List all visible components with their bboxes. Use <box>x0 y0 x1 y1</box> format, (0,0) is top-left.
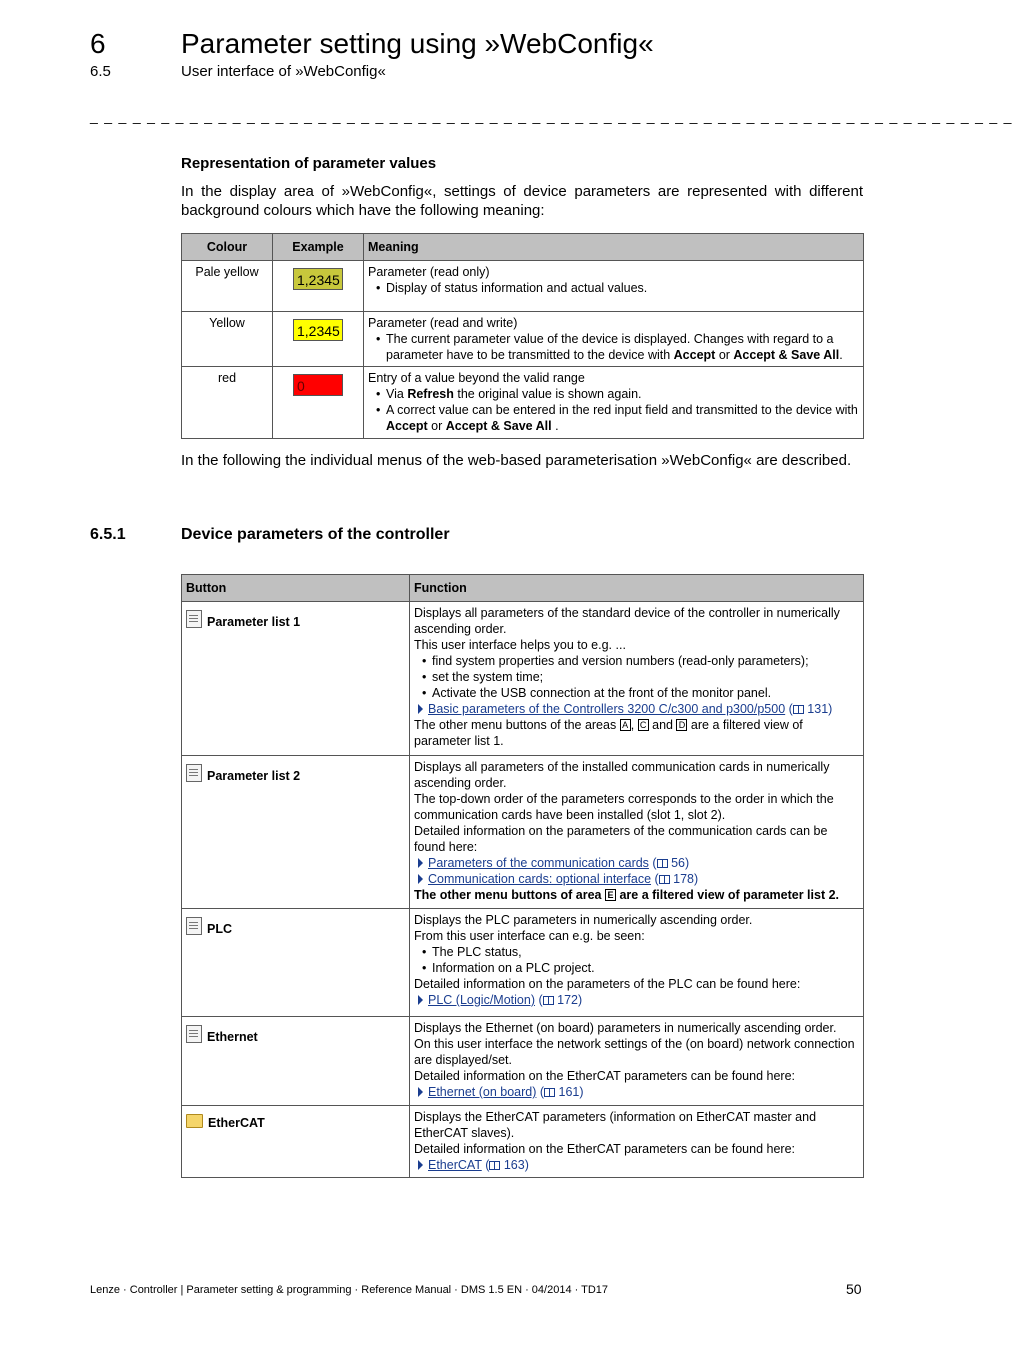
cross-reference[interactable]: Ethernet (on board) ( 161) <box>414 1084 859 1100</box>
section-title: User interface of »WebConfig« <box>181 63 386 80</box>
page-reference[interactable]: 56 <box>671 856 685 870</box>
buttons-table <box>181 574 864 1178</box>
meaning-bullet: • Display of status information and actual values. <box>386 280 859 296</box>
arrow-right-icon <box>418 1087 423 1097</box>
document-icon[interactable] <box>186 1025 202 1043</box>
function-text: Displays the Ethernet (on board) parameters in numerically ascending order. <box>414 1021 837 1035</box>
representation-outro: In the following the individual menus of the web-based parameterisation »WebConfig« are described. <box>181 452 852 469</box>
representation-intro: In the display area of »WebConfig«, settings of device parameters are represented with different background colours which have the following meaning: <box>181 183 863 219</box>
table-row <box>182 261 864 312</box>
page-number: 50 <box>846 1281 862 1297</box>
book-icon <box>659 875 670 884</box>
area-d-icon: D <box>676 719 687 731</box>
function-text: Detailed information on the EtherCAT parameters can be found here: <box>414 1069 796 1083</box>
table-row <box>182 1017 864 1106</box>
example-header: Example <box>273 234 364 261</box>
list-item: • find system properties and version numbers (read-only parameters); <box>432 653 859 669</box>
button-cell[interactable] <box>182 602 410 756</box>
function-cell <box>410 1106 864 1178</box>
representation-heading: Representation of parameter values <box>181 155 437 172</box>
function-text: Displays all parameters of the installed communication cards in numerically ascending order. <box>414 760 830 790</box>
meaning-header: Meaning <box>364 234 864 261</box>
colour-header: Colour <box>182 234 273 261</box>
colour-name: red <box>182 367 273 439</box>
table-row <box>182 312 864 367</box>
function-text: This user interface helps you to e.g. ... <box>414 638 626 652</box>
cross-reference[interactable]: Basic parameters of the Controllers 3200 C/c300 and p300/p500 ( 131) <box>414 701 859 717</box>
book-icon <box>657 859 668 868</box>
meaning-cell <box>364 312 864 367</box>
ethernet-button[interactable]: Ethernet <box>207 1030 258 1044</box>
arrow-right-icon <box>418 995 423 1005</box>
function-text: Detailed information on the parameters of the communication cards can be found here: <box>414 824 828 854</box>
area-a-icon: A <box>620 719 631 731</box>
arrow-right-icon <box>418 1160 423 1170</box>
meaning-title: Parameter (read only) <box>368 265 490 279</box>
document-icon[interactable] <box>186 764 202 782</box>
folder-icon[interactable] <box>186 1114 203 1128</box>
basic-parameters-link[interactable]: Basic parameters of the Controllers 3200 C/c300 and p300/p500 <box>428 702 786 716</box>
document-icon[interactable] <box>186 917 202 935</box>
book-icon <box>489 1161 500 1170</box>
list-item: • Information on a PLC project. <box>432 960 859 976</box>
colour-name: Pale yellow <box>182 261 273 312</box>
subsection-title: Device parameters of the controller <box>181 526 450 543</box>
function-text: Displays the PLC parameters in numerically ascending order. <box>414 913 753 927</box>
cross-reference[interactable]: Communication cards: optional interface ( 178) <box>414 871 859 887</box>
function-text: From this user interface can e.g. be seen: <box>414 929 645 943</box>
function-cell <box>410 756 864 909</box>
footer-text: Lenze · Controller | Parameter setting & programming · Reference Manual · DMS 1.5 EN · 04/2014 · TD17 <box>90 1284 609 1296</box>
section-number: 6.5 <box>90 63 111 80</box>
meaning-bullet: • Via Refresh the original value is shown again. <box>386 386 859 402</box>
buttons-table-header <box>182 575 864 602</box>
meaning-bullet: • The current parameter value of the device is displayed. Changes with regard to a parameter have to be transmitted to the device with Accept or Accept & Save All. <box>386 331 859 363</box>
table-row <box>182 909 864 1017</box>
book-icon <box>543 996 554 1005</box>
button-header: Button <box>182 575 410 602</box>
plc-button[interactable]: PLC <box>207 922 232 936</box>
area-e-icon: E <box>605 889 616 901</box>
meaning-cell <box>364 261 864 312</box>
table-row <box>182 602 864 756</box>
function-text: Detailed information on the parameters of the PLC can be found here: <box>414 977 801 991</box>
page-reference[interactable]: 161 <box>558 1085 580 1099</box>
plc-link[interactable]: PLC (Logic/Motion) <box>428 993 535 1007</box>
chapter-title: Parameter setting using »WebConfig« <box>181 28 654 59</box>
example-swatch-pale-yellow: 1,2345 <box>293 268 343 290</box>
colour-table-header <box>182 234 864 261</box>
cross-reference[interactable]: EtherCAT ( 163) <box>414 1157 859 1173</box>
meaning-bullet: • A correct value can be entered in the red input field and transmitted to the device with Accept or Accept & Save All . <box>386 402 859 434</box>
function-header: Function <box>410 575 864 602</box>
ethercat-link[interactable]: EtherCAT <box>428 1158 482 1172</box>
book-icon <box>793 705 804 714</box>
function-text: On this user interface the network settings of the (on board) network connection are displayed/set. <box>414 1037 855 1067</box>
ethercat-button[interactable]: EtherCAT <box>208 1116 265 1130</box>
function-text: The top-down order of the parameters corresponds to the order in which the communication cards have been installed (slot 1, slot 2). <box>414 792 834 822</box>
arrow-right-icon <box>418 858 423 868</box>
ethernet-link[interactable]: Ethernet (on board) <box>428 1085 537 1099</box>
arrow-right-icon <box>418 874 423 884</box>
function-text: Detailed information on the EtherCAT parameters can be found here: <box>414 1142 796 1156</box>
table-row <box>182 756 864 909</box>
meaning-cell <box>364 367 864 439</box>
header-separator: _ _ _ _ _ _ _ _ _ _ _ _ _ _ _ _ _ _ _ _ _ _ _ _ _ _ _ _ _ _ _ _ _ _ _ _ _ _ _ _ _ _ _ _ _ _ _ _ _ _ _ _ _ _ _ _ _ _ _ _ _ _ _ _ _ <box>90 108 1013 124</box>
function-text: The other menu buttons of area E are a filtered view of parameter list 2. <box>414 888 840 902</box>
optional-interface-link[interactable]: Communication cards: optional interface <box>428 872 652 886</box>
function-text: Displays the EtherCAT parameters (information on EtherCAT master and EtherCAT slaves). <box>414 1110 817 1140</box>
button-cell[interactable] <box>182 1106 410 1178</box>
parameter-list-1-button[interactable]: Parameter list 1 <box>207 615 301 629</box>
arrow-right-icon <box>418 704 423 714</box>
list-item: • set the system time; <box>432 669 859 685</box>
page-reference[interactable]: 163 <box>503 1158 525 1172</box>
colour-name: Yellow <box>182 312 273 367</box>
table-row <box>182 1106 864 1178</box>
chapter-number: 6 <box>90 28 106 59</box>
cross-reference[interactable]: Parameters of the communication cards ( 56) <box>414 855 859 871</box>
list-item: • Activate the USB connection at the front of the monitor panel. <box>432 685 859 701</box>
example-swatch-yellow: 1,2345 <box>293 319 343 341</box>
table-row <box>182 367 864 439</box>
page-reference[interactable]: 178 <box>673 872 695 886</box>
function-cell <box>410 909 864 1017</box>
function-cell <box>410 602 864 756</box>
function-text: Displays all parameters of the standard device of the controller in numerically ascending order. <box>414 606 840 636</box>
subsection-number: 6.5.1 <box>90 526 126 543</box>
page-reference[interactable]: 131 <box>807 702 829 716</box>
function-text: The other menu buttons of the areas A , C and D are a filtered view of parameter list 1. <box>414 718 803 748</box>
meaning-title: Parameter (read and write) <box>368 316 518 330</box>
button-cell[interactable] <box>182 1017 410 1106</box>
area-c-icon: C <box>638 719 649 731</box>
page-reference[interactable]: 172 <box>557 993 578 1007</box>
button-cell[interactable] <box>182 756 410 909</box>
document-icon[interactable] <box>186 610 202 628</box>
book-icon <box>544 1088 555 1097</box>
parameter-list-2-button[interactable]: Parameter list 2 <box>207 769 301 783</box>
list-item: • The PLC status, <box>432 944 859 960</box>
function-cell <box>410 1017 864 1106</box>
colour-table <box>181 233 864 439</box>
example-swatch-red: 0 <box>293 374 343 396</box>
communication-cards-link[interactable]: Parameters of the communication cards <box>428 856 649 870</box>
button-cell[interactable] <box>182 909 410 1017</box>
meaning-title: Entry of a value beyond the valid range <box>368 371 585 385</box>
cross-reference[interactable]: PLC (Logic/Motion) ( 172) <box>414 992 859 1008</box>
